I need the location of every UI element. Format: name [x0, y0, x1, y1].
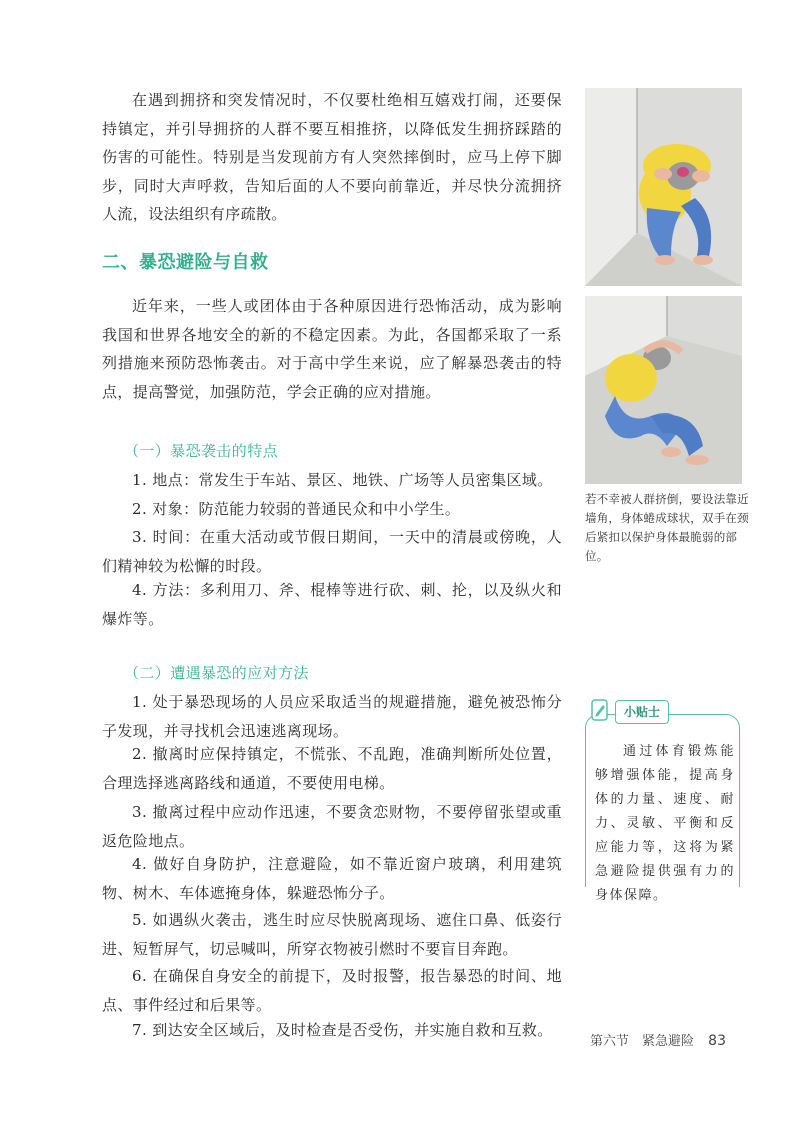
footer-section: 第六节 紧急避险: [590, 1034, 695, 1049]
subsection-1-title: （一）暴恐袭击的特点: [124, 442, 279, 460]
list-item: 6. 在确保自身安全的前提下，及时报警，报告暴恐的时间、地点、事件经过和后果等。: [102, 967, 562, 1014]
list-item: 2. 撤离时应保持镇定，不慌张、不乱跑，准确判断所处位置，合理选择逃离路线和通道，不要使用电梯。: [102, 745, 562, 792]
list-item: 1. 地点：常发生于车站、景区、地铁、广场等人员密集区域。: [132, 471, 553, 489]
curled-person-illustration: [585, 296, 742, 484]
page-footer: [590, 1030, 726, 1049]
section-intro-paragraph: 近年来，一些人或团体由于各种原因进行恐怖活动，成为影响我国和世界各地安全的新的不稳定因素。为此，各国都采取了一系列措施来预防恐怖袭击。对于高中学生来说，应了解暴恐袭击的特点，提高警觉，加强防范，学会正确的应对措施。: [102, 297, 562, 401]
list-item: 1. 处于暴恐现场的人员应采取适当的规避措施，避免被恐怖分子发现，并寻找机会迅速逃离现场。: [102, 693, 562, 740]
list-item: 3. 时间：在重大活动或节假日期间，一天中的清晨或傍晚，人们精神较为松懈的时段。: [102, 528, 562, 575]
list-item: 2. 对象：防范能力较弱的普通民众和中小学生。: [132, 500, 461, 518]
list-item: 5. 如遇纵火袭击，逃生时应尽快脱离现场、遮住口鼻、低姿行进、短暂屏气，切忌喊叫，所穿衣物被引燃时不要盲目奔跑。: [102, 911, 562, 958]
tip-box: [585, 700, 740, 903]
list-item: 4. 做好自身防护，注意避险，如不靠近窗户玻璃，利用建筑物、树木、车体遮掩身体，躲避恐怖分子。: [102, 855, 562, 902]
page-number: 83: [708, 1033, 726, 1049]
list-item: 4. 方法：多利用刀、斧、棍棒等进行砍、刺、抡，以及纵火和爆炸等。: [102, 581, 562, 628]
figure-caption: 若不幸被人群挤倒，要设法靠近墙角，身体蜷成球状，双手在颈后紧扣以保护身体最脆弱的部位。: [585, 492, 749, 563]
tip-label: 小贴士: [615, 700, 669, 724]
figure-curled: [585, 296, 742, 484]
subsection-2-title: （二）遭遇暴恐的应对方法: [124, 664, 309, 682]
section-title: 二、暴恐避险与自救: [102, 252, 269, 273]
list-item: 7. 到达安全区域后，及时检查是否受伤，并实施自救和互救。: [132, 1021, 553, 1039]
figure-crouching: [585, 88, 742, 286]
intro-paragraph: 在遇到拥挤和突发情况时，不仅要杜绝相互嬉戏打闹，还要保持镇定，并引导拥挤的人群不要互相推挤，以降低发生拥挤踩踏的伤害的可能性。特别是当发现前方有人突然摔倒时，应马上停下脚步，同时大声呼救，告知后面的人不要向前靠近，并尽快分流拥挤人流，设法组织有序疏散。: [102, 91, 562, 223]
list-item: 3. 撤离过程中应动作迅速，不要贪恋财物，不要停留张望或重返危险地点。: [102, 803, 562, 850]
tip-text: 通过体育锻炼能够增强体能，提高身体的力量、速度、耐力、灵敏、平衡和反应能力等，这将为紧急避险提供强有力的身体保障。: [595, 744, 735, 903]
pencil-note-icon: [589, 696, 611, 724]
crouching-person-illustration: [585, 88, 742, 286]
